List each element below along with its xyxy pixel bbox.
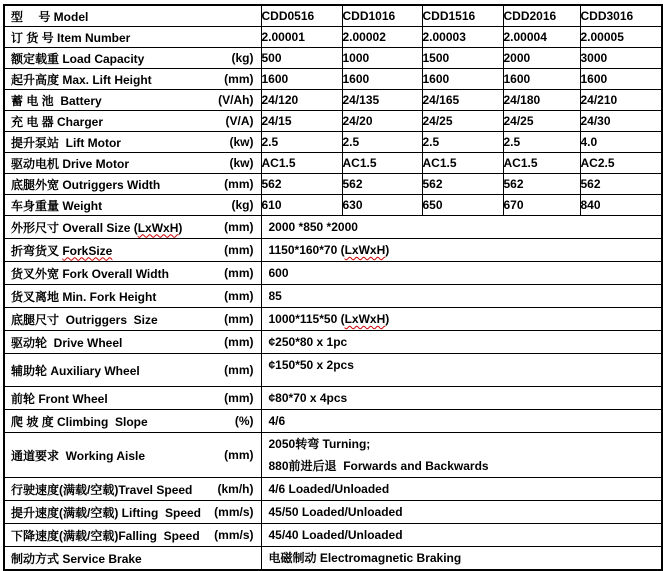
value-cell-merged [261, 501, 662, 524]
row-unit: (V/Ah) [218, 93, 254, 107]
table-row [4, 90, 662, 111]
value-line [262, 547, 662, 569]
row-label [5, 362, 261, 379]
row-label-text [11, 29, 130, 46]
row-label-text [11, 113, 103, 130]
value-cell-merged [261, 239, 662, 262]
table-row [4, 410, 662, 433]
row-label-cell [4, 27, 261, 48]
value-cell: 650 [422, 195, 503, 216]
row-unit: (%) [234, 414, 254, 428]
row-label-text [11, 447, 145, 464]
row-label [5, 504, 261, 521]
value-cell-merged [261, 478, 662, 501]
text-segment: 起升高度 Max. Lift Height [11, 72, 152, 87]
row-unit: (mm) [224, 220, 254, 234]
table-row [4, 478, 662, 501]
value-cell: 1600 [342, 69, 422, 90]
row-label [5, 242, 261, 259]
table-row [4, 111, 662, 132]
text-segment: 爬 坡 度 Climbing Slope [11, 414, 148, 429]
value-cell: 1600 [503, 69, 580, 90]
row-unit: (V/A) [225, 114, 254, 128]
text-segment: ¢80*70 x 4pcs [268, 391, 348, 405]
value-cell: 24/135 [342, 90, 422, 111]
text-segment: 前轮 Front Wheel [11, 391, 108, 406]
spec-table-body [4, 5, 662, 570]
value-cell: 4.0 [580, 132, 662, 153]
text-segment: 880前进后退 Forwards and Backwards [268, 459, 489, 473]
row-label-text [11, 390, 108, 407]
row-unit: (mm/s) [214, 528, 254, 542]
row-label-cell [4, 216, 261, 239]
value-line [262, 354, 662, 376]
value-line [262, 331, 662, 353]
value-cell-merged [261, 331, 662, 354]
row-label [5, 155, 261, 172]
row-label-cell [4, 433, 261, 478]
row-label-cell [4, 547, 261, 571]
text-segment: 蓄 电 池 Battery [11, 93, 102, 108]
row-label [5, 8, 261, 25]
value-cell: 500 [261, 48, 342, 69]
value-cell: AC1.5 [422, 153, 503, 174]
row-unit: (mm) [224, 363, 254, 377]
row-unit: (mm) [224, 312, 254, 326]
value-cell-merged [261, 354, 662, 387]
text-segment: 货叉离地 Min. Fork Height [11, 289, 157, 304]
value-line [262, 308, 662, 330]
row-unit: (km/h) [217, 482, 254, 496]
row-unit: (mm) [224, 243, 254, 257]
value-cell: 24/25 [422, 111, 503, 132]
row-label [5, 176, 261, 193]
value-cell: CDD3016 [580, 5, 662, 27]
row-label [5, 197, 261, 214]
row-label-text [11, 504, 201, 521]
row-label [5, 71, 261, 88]
value-cell: 2.00005 [580, 27, 662, 48]
row-label-cell [4, 331, 261, 354]
value-cell: 840 [580, 195, 662, 216]
row-label-text [11, 362, 140, 379]
text-segment: 4/6 [268, 414, 286, 428]
row-unit: (kg) [231, 51, 254, 65]
row-label-text [11, 311, 158, 328]
value-cell: 630 [342, 195, 422, 216]
value-cell: CDD0516 [261, 5, 342, 27]
row-label-cell [4, 239, 261, 262]
row-label-cell [4, 111, 261, 132]
row-label [5, 550, 261, 567]
row-label-cell [4, 478, 261, 501]
value-cell-merged [261, 387, 662, 410]
value-cell-merged [261, 433, 662, 478]
row-label-text [11, 71, 152, 88]
value-cell-merged [261, 285, 662, 308]
text-segment: ) [178, 220, 183, 235]
text-segment: 600 [268, 266, 289, 280]
row-label-cell [4, 308, 261, 331]
value-cell: 562 [503, 174, 580, 195]
table-row [4, 547, 662, 571]
table-row [4, 308, 662, 331]
row-label-cell [4, 410, 261, 433]
value-cell: 2.5 [342, 132, 422, 153]
value-cell: CDD1016 [342, 5, 422, 27]
value-line [262, 410, 662, 432]
value-cell-merged [261, 262, 662, 285]
row-label [5, 390, 261, 407]
value-cell: AC1.5 [342, 153, 422, 174]
value-cell: 1000 [342, 48, 422, 69]
table-row [4, 195, 662, 216]
value-cell: 1600 [580, 69, 662, 90]
text-segment: 充 电 器 Charger [11, 114, 104, 129]
value-cell: 1600 [261, 69, 342, 90]
value-line [262, 285, 662, 307]
value-cell: 562 [261, 174, 342, 195]
value-cell: 24/25 [503, 111, 580, 132]
text-segment: 提升速度(满载/空载) Lifting Speed [11, 505, 201, 520]
text-segment: 4/6 Loaded/Unloaded [268, 482, 390, 496]
value-cell-merged [261, 547, 662, 571]
text-segment: 订 货 号 Item Number [11, 30, 131, 45]
row-label [5, 113, 261, 130]
table-row [4, 285, 662, 308]
value-line [262, 478, 662, 500]
row-label [5, 527, 261, 544]
squiggle-text: LxWxH [344, 243, 386, 257]
value-cell: 24/120 [261, 90, 342, 111]
text-segment: 行驶速度(满载/空载)Travel Speed [11, 482, 193, 497]
row-label-text [11, 50, 144, 67]
text-segment: 制动方式 Service Brake [11, 551, 142, 566]
row-label-cell [4, 195, 261, 216]
row-unit: (mm) [224, 391, 254, 405]
value-line [262, 524, 662, 546]
text-segment: 下降速度(满载/空载)Falling Speed [11, 528, 200, 543]
text-segment: 货叉外宽 Fork Overall Width [11, 266, 169, 281]
text-segment: 驱动电机 Drive Motor [11, 156, 130, 171]
text-segment: 提升泵站 Lift Motor [11, 135, 121, 150]
row-label-cell [4, 174, 261, 195]
row-label [5, 50, 261, 67]
table-row [4, 262, 662, 285]
row-label-cell [4, 48, 261, 69]
row-label-text [11, 550, 142, 567]
value-cell: 2.00001 [261, 27, 342, 48]
row-label-cell [4, 524, 261, 547]
row-label-text [11, 134, 121, 151]
row-label [5, 413, 261, 430]
squiggle-text: LxWxH [137, 220, 179, 235]
value-cell: 2000 [503, 48, 580, 69]
value-cell: 2.00003 [422, 27, 503, 48]
row-label [5, 481, 261, 498]
value-line [262, 376, 662, 386]
value-cell: 24/20 [342, 111, 422, 132]
text-segment: 底腿外宽 Outriggers Width [11, 177, 161, 192]
row-label-cell [4, 69, 261, 90]
text-segment: 型 号 Model [11, 9, 89, 24]
row-label-text [11, 481, 192, 498]
row-label-cell [4, 387, 261, 410]
value-cell: AC1.5 [503, 153, 580, 174]
row-label [5, 134, 261, 151]
row-label-cell [4, 153, 261, 174]
table-row [4, 239, 662, 262]
value-cell: 24/30 [580, 111, 662, 132]
value-line [262, 387, 662, 409]
table-row [4, 216, 662, 239]
row-unit: (mm) [224, 448, 254, 462]
value-cell: CDD1516 [422, 5, 503, 27]
row-unit: (mm) [224, 177, 254, 191]
value-line [262, 262, 662, 284]
text-segment: 折弯货叉 [11, 243, 63, 258]
row-label-text [11, 265, 169, 282]
table-row [4, 69, 662, 90]
value-cell-merged [261, 308, 662, 331]
squiggle-text: ForkSize [62, 243, 113, 258]
row-label-text [11, 413, 148, 430]
row-label-text [11, 288, 156, 305]
spec-sheet-page [0, 4, 663, 566]
row-label-cell [4, 501, 261, 524]
row-unit: (kw) [229, 135, 254, 149]
value-cell: 2.00002 [342, 27, 422, 48]
text-segment: 额定载重 Load Capacity [11, 51, 145, 66]
value-cell: 24/15 [261, 111, 342, 132]
table-row [4, 48, 662, 69]
row-unit: (mm/s) [214, 505, 254, 519]
text-segment: 辅助轮 Auxiliary Wheel [11, 363, 140, 378]
table-row [4, 27, 662, 48]
text-segment: 2050转弯 Turning; [268, 437, 371, 451]
text-segment: 外形尺寸 Overall Size ( [11, 220, 138, 235]
text-segment: 驱动轮 Drive Wheel [11, 335, 123, 350]
value-cell: 2.00004 [503, 27, 580, 48]
text-segment: 2000 *850 *2000 [268, 220, 358, 234]
row-label-text [11, 176, 160, 193]
row-unit: (kw) [229, 156, 254, 170]
table-row [4, 433, 662, 478]
value-cell: 562 [580, 174, 662, 195]
text-segment: 通道要求 Working Aisle [11, 448, 146, 463]
table-row [4, 354, 662, 387]
text-segment: 电磁制动 Electromagnetic Braking [268, 551, 462, 565]
row-label-cell [4, 285, 261, 308]
row-label [5, 288, 261, 305]
row-label [5, 29, 261, 46]
value-cell-merged [261, 216, 662, 239]
row-label-text [11, 155, 129, 172]
row-unit: (mm) [224, 289, 254, 303]
row-label-text [11, 197, 102, 214]
row-label-text [11, 8, 88, 25]
table-row [4, 387, 662, 410]
text-segment: ¢150*50 x 2pcs [268, 358, 354, 372]
row-label-cell [4, 90, 261, 111]
row-label [5, 92, 261, 109]
row-label-cell [4, 132, 261, 153]
table-row [4, 501, 662, 524]
row-unit: (mm) [224, 72, 254, 86]
row-label-cell [4, 262, 261, 285]
value-cell: 562 [342, 174, 422, 195]
value-cell: 1600 [422, 69, 503, 90]
value-cell: 24/210 [580, 90, 662, 111]
text-segment: 85 [268, 289, 282, 303]
row-label [5, 311, 261, 328]
value-line [262, 501, 662, 523]
value-cell: 2.5 [422, 132, 503, 153]
spec-table [3, 4, 663, 571]
table-row [4, 132, 662, 153]
value-cell: 2.5 [503, 132, 580, 153]
text-segment: ¢250*80 x 1pc [268, 335, 348, 349]
value-cell: 24/180 [503, 90, 580, 111]
value-line [262, 433, 662, 455]
text-segment: 45/40 Loaded/Unloaded [268, 528, 403, 542]
table-row [4, 153, 662, 174]
row-unit: (mm) [224, 266, 254, 280]
squiggle-text: LxWxH [344, 312, 386, 326]
row-label [5, 265, 261, 282]
text-segment: 底腿尺寸 Outriggers Size [11, 312, 158, 327]
row-label-text [11, 334, 122, 351]
row-label-cell [4, 5, 261, 27]
text-segment: ) [385, 312, 390, 326]
row-label [5, 447, 261, 464]
text-segment: 1000*115*50 ( [268, 312, 345, 326]
value-cell: CDD2016 [503, 5, 580, 27]
value-cell: 3000 [580, 48, 662, 69]
value-cell: AC2.5 [580, 153, 662, 174]
table-row [4, 5, 662, 27]
table-row [4, 331, 662, 354]
row-unit: (mm) [224, 335, 254, 349]
table-row [4, 524, 662, 547]
row-label-cell [4, 354, 261, 387]
row-label-text [11, 242, 112, 259]
value-line [262, 239, 662, 261]
text-segment: 45/50 Loaded/Unloaded [268, 505, 403, 519]
value-line [262, 455, 662, 477]
value-line [262, 216, 662, 238]
text-segment: ) [385, 243, 390, 257]
row-label [5, 334, 261, 351]
value-cell: 2.5 [261, 132, 342, 153]
row-unit: (kg) [231, 198, 254, 212]
value-cell-merged [261, 410, 662, 433]
value-cell: 1500 [422, 48, 503, 69]
row-label [5, 219, 261, 236]
value-cell: 24/165 [422, 90, 503, 111]
row-label-text [11, 527, 200, 544]
text-segment: 车身重量 Weight [11, 198, 103, 213]
value-cell: 610 [261, 195, 342, 216]
table-row [4, 174, 662, 195]
value-cell: 562 [422, 174, 503, 195]
value-cell: 670 [503, 195, 580, 216]
text-segment: 1150*160*70 ( [268, 243, 345, 257]
row-label-text [11, 92, 102, 109]
value-cell: AC1.5 [261, 153, 342, 174]
row-label-text [11, 219, 182, 236]
value-cell-merged [261, 524, 662, 547]
